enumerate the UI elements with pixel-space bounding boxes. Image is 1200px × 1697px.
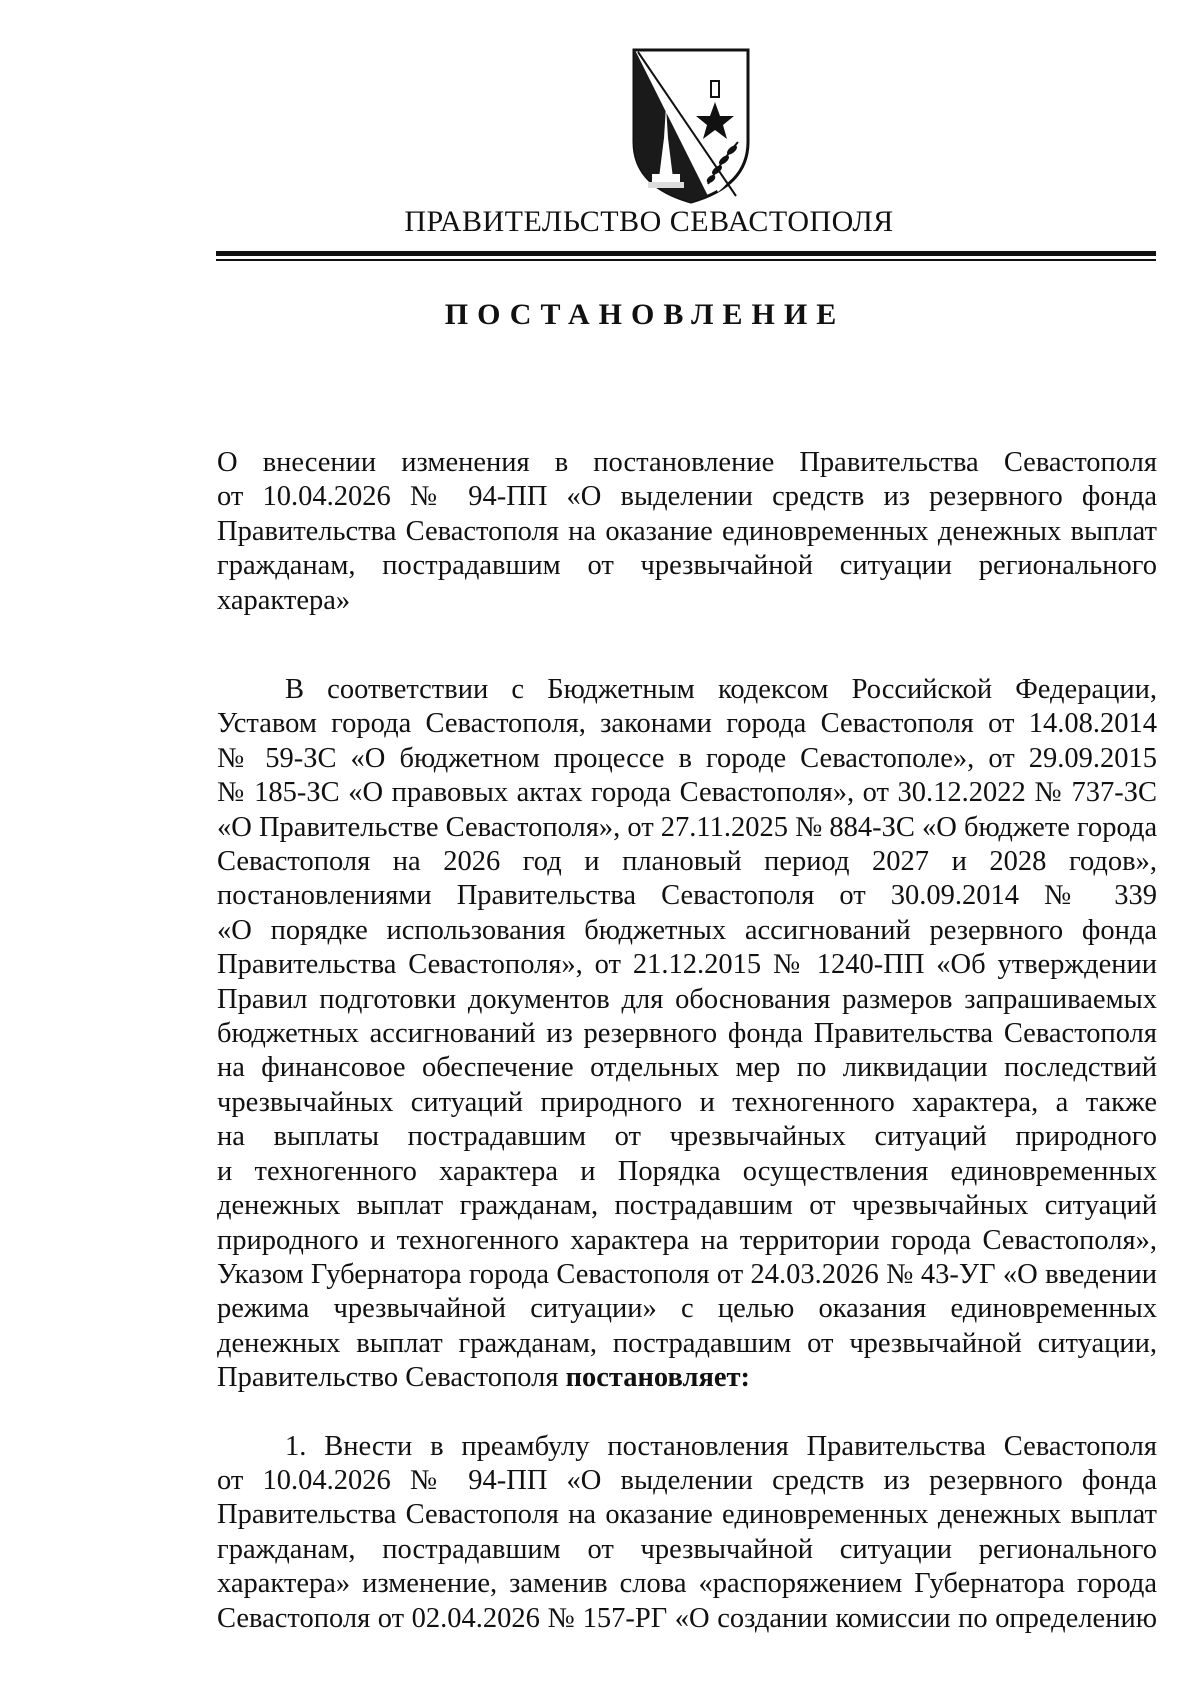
body-line: денежных выплат гражданам, пострадавшим от чрезвычайной ситуации, (217, 1327, 1157, 1359)
body-line: чрезвычайных ситуаций природного и техногенного характера, а также (217, 1086, 1157, 1118)
body-line: Правил подготовки документов для обоснования размеров запрашиваемых (217, 983, 1157, 1015)
document-title (217, 446, 1157, 618)
body-line: характера» изменение, заменив слова «распоряжением Губернатора города (217, 1568, 1157, 1600)
paragraph-gap (217, 1396, 1157, 1430)
preamble-final-text: Правительство Севастополя (217, 1362, 566, 1394)
title-line: от 10.04.2026 № 94-ПП «О выделении средств из резервного фонда (217, 481, 1157, 513)
coat-of-arms (628, 46, 754, 206)
resolves-keyword: постановляет: (565, 1362, 751, 1394)
body-line: Севастополя от 02.04.2026 № 157-РГ «О создании комиссии по определению (217, 1602, 1157, 1634)
document-type: ПОСТАНОВЛЕНИЕ (444, 298, 846, 331)
body-line: Указом Губернатора города Севастополя от 24.03.2026 № 43-УГ «О введении (217, 1258, 1157, 1290)
body-line: и техногенного характера и Порядка осуществления единовременных (217, 1155, 1157, 1187)
title-line: О внесении изменения в постановление Правительства Севастополя (217, 447, 1157, 478)
preamble-paragraph (217, 673, 1157, 1396)
body-line: Уставом города Севастополя, законами города Севастополя от 14.08.2014 (217, 708, 1157, 740)
body-line: Правительства Севастополя», от 21.12.2015 № 1240-ПП «Об утверждении (217, 949, 1157, 981)
body-line: природного и техногенного характера на территории города Севастополя», (217, 1224, 1157, 1256)
header-rule-thin (216, 259, 1156, 261)
body-line-final (217, 1361, 1157, 1395)
document-body (217, 673, 1157, 1636)
organization-name: ПРАВИТЕЛЬСТВО СЕВАСТОПОЛЯ (404, 205, 894, 238)
body-line: № 59-ЗС «О бюджетном процессе в городе Севастополе», от 29.09.2015 (217, 742, 1157, 774)
body-line: постановлениями Правительства Севастополя от 30.09.2014 № 339 (217, 880, 1157, 912)
item-1-paragraph (217, 1430, 1157, 1636)
sevastopol-coat-of-arms-icon (628, 46, 754, 206)
body-line: 1. Внести в преамбулу постановления Правительства Севастополя (285, 1430, 1157, 1462)
title-line: Правительства Севастополя на оказание единовременных денежных выплат (217, 515, 1157, 547)
body-line: бюджетных ассигнований из резервного фонда Правительства Севастополя (217, 1018, 1157, 1050)
body-line: Севастополя на 2026 год и плановый период 2027 и 2028 годов», (217, 846, 1157, 878)
body-line: от 10.04.2026 № 94-ПП «О выделении средств из резервного фонда (217, 1464, 1157, 1496)
body-line: на выплаты пострадавшим от чрезвычайных ситуаций природного (217, 1121, 1157, 1153)
body-line: № 185-ЗС «О правовых актах города Севастополя», от 30.12.2022 № 737-ЗС (217, 777, 1157, 809)
body-line: Правительства Севастополя на оказание единовременных денежных выплат (217, 1499, 1157, 1531)
body-line: «О порядке использования бюджетных ассигнований резервного фонда (217, 914, 1157, 946)
body-line: «О Правительстве Севастополя», от 27.11.2025 № 884-ЗС «О бюджете города (217, 811, 1158, 843)
title-line: характера» (217, 584, 351, 616)
body-line: В соответствии с Бюджетным кодексом Российской Федерации, (285, 674, 1157, 705)
body-line: денежных выплат гражданам, пострадавшим от чрезвычайных ситуаций (217, 1190, 1157, 1222)
body-line: режима чрезвычайной ситуации» с целью оказания единовременных (217, 1293, 1157, 1325)
header-rule-thick (216, 251, 1156, 256)
body-line: гражданам, пострадавшим от чрезвычайной ситуации регионального (217, 1533, 1157, 1565)
body-line: на финансовое обеспечение отдельных мер по ликвидации последствий (217, 1052, 1157, 1084)
title-line: гражданам, пострадавшим от чрезвычайной ситуации регионального (217, 550, 1157, 582)
